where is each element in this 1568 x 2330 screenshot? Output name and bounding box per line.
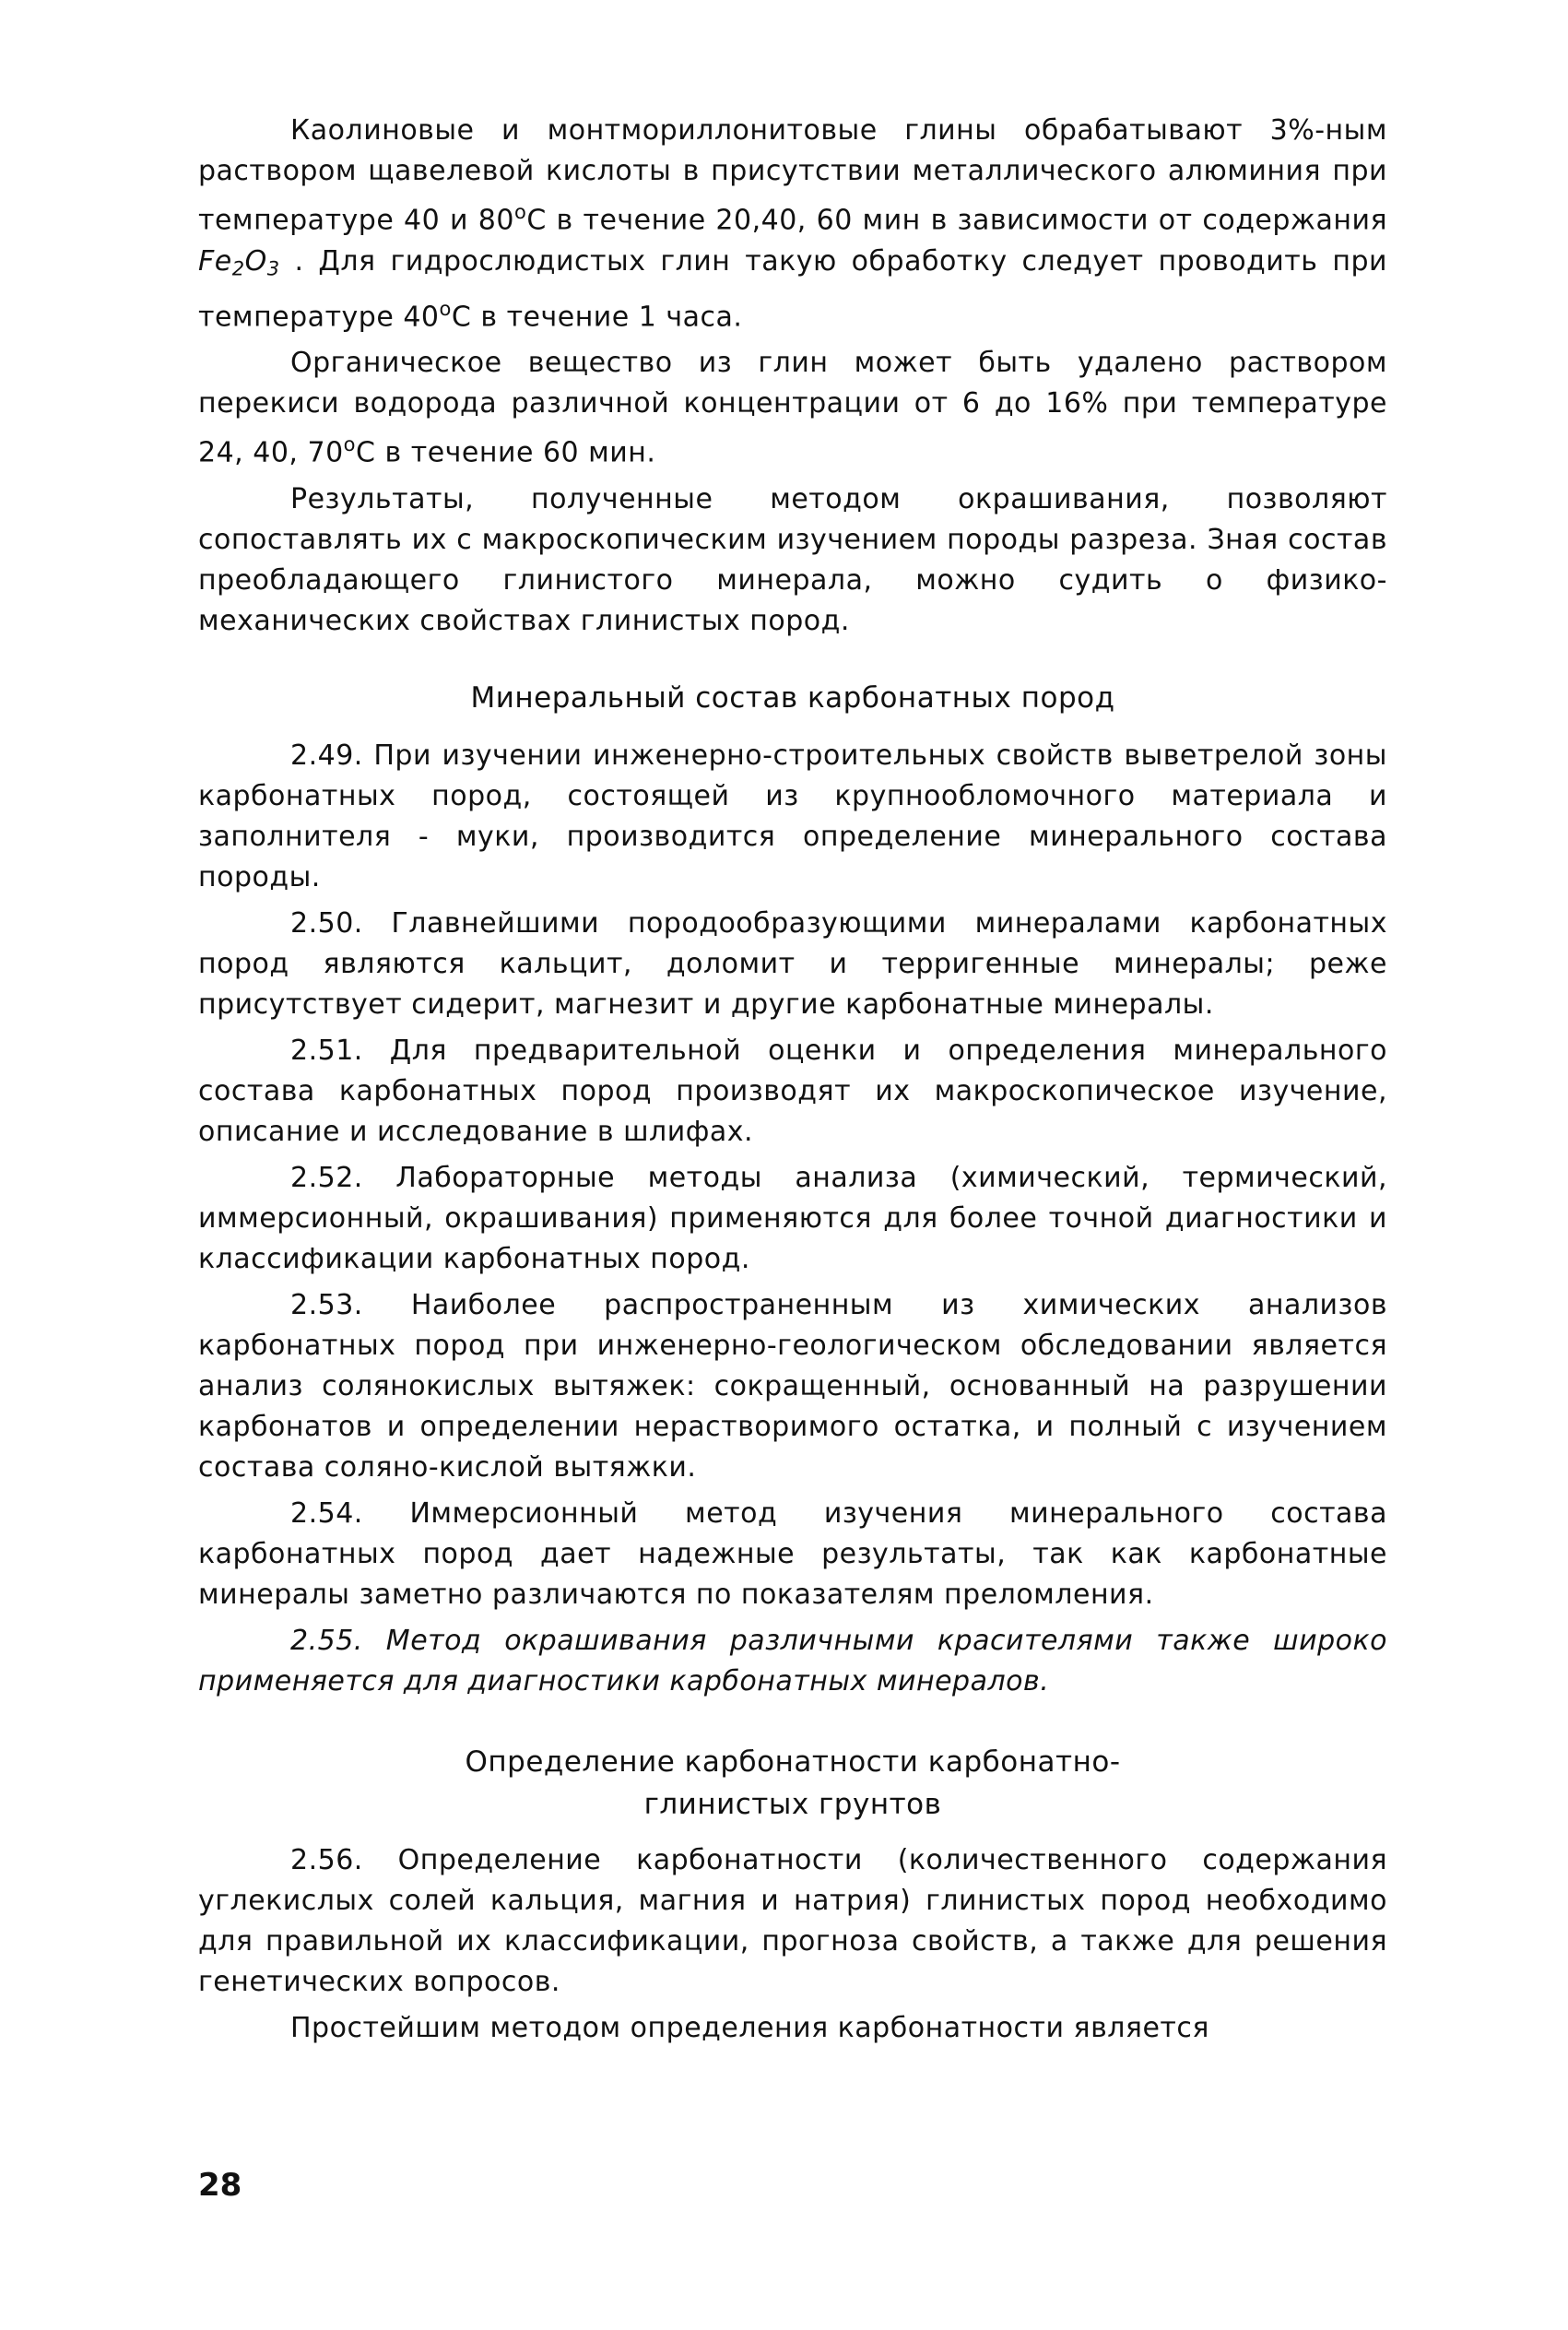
document-page [198, 111, 1387, 2305]
text-run: Органическое вещество из глин может быть удалено раствором перекиси водорода различной концентрации от 6 до 16% при температуре 24, 40, 70 [198, 347, 1387, 469]
section-heading-carbonate-content [198, 1741, 1387, 1826]
section-heading-mineral-composition: Минеральный состав карбонатных пород [470, 680, 1115, 715]
intro-paragraph-1 [198, 111, 1387, 337]
page-number: 28 [198, 2167, 242, 2204]
formula-subscript: 2 [231, 256, 245, 279]
text-run: . Для гидрослюдистых глин такую обработку следует проводить при температуре 40 [198, 244, 1387, 334]
section-heading-line-1: Определение карбонатности карбонатно- [465, 1745, 1121, 1779]
paragraph-2-53: 2.53. Наиболее распространенным из химических анализов карбонатных пород при инженерно-геологическом обследовании является анализ солянокислых вытяжек: сокращенный, основанный на разрушении карбонатов и определении нерастворимого остатка, и полный с изучением состава соляно-кислой вытяжки. [198, 1288, 1387, 1484]
degree-superscript: o [439, 297, 452, 320]
paragraph-2-51: 2.51. Для предварительной оценки и определения минерального состава карбонатных пород производят их макроскопическое изучение, описание и исследование в шлифах. [198, 1034, 1387, 1148]
text-run: Каолиновые и монтмориллонитовые глины обрабатывают 3%-ным раствором щавелевой кислоты в присутствии металлического алюминия при температуре 40 и 80 [198, 114, 1387, 237]
degree-superscript: o [513, 201, 527, 223]
paragraph-2-49: 2.49. При изучении инженерно-строительных свойств выветрелой зоны карбонатных пород, состоящей из крупнообломочного материала и заполнителя - муки, производится определение минерального состава породы. [198, 739, 1387, 893]
formula-fe: Fe [198, 244, 232, 278]
paragraph-2-52: 2.52. Лабораторные методы анализа (химический, термический, иммерсионный, окрашивания) применяются для более точной диагностики и классификации карбонатных пород. [198, 1161, 1387, 1275]
paragraph-2-50: 2.50. Главнейшими породообразующими минералами карбонатных пород являются кальцит, доломит и терригенные минералы; реже присутствует сидерит, магнезит и другие карбонатные минералы. [198, 906, 1387, 1021]
paragraph-2-54: 2.54. Иммерсионный метод изучения минерального состава карбонатных пород дает надежные результаты, так как карбонатные минералы заметно различаются по показателям преломления. [198, 1496, 1387, 1611]
intro-paragraph-2 [198, 343, 1387, 474]
paragraph-2-56: 2.56. Определение карбонатности (количественного содержания углекислых солей кальция, магния и натрия) глинистых пород необходимо для правильной их классификации, прогноза свойств, а также для решения генетических вопросов. [198, 1843, 1387, 1998]
text-run: C в течение 20,40, 60 мин в зависимости от содержания [526, 204, 1387, 237]
degree-superscript: o [343, 433, 357, 456]
formula-subscript: 3 [266, 256, 280, 279]
text-run: C в течение 1 часа. [451, 301, 743, 334]
text-run: C в течение 60 мин. [356, 436, 656, 469]
paragraph-continuation: Простейшим методом определения карбонатности является [290, 2011, 1209, 2044]
formula-o: O [244, 244, 267, 278]
section-heading-line-2: глинистых грунтов [643, 1787, 942, 1821]
intro-paragraph-3: Результаты, полученные методом окрашивания, позволяют сопоставлять их с макроскопическим изучением породы разреза. Зная состав преобладающего глинистого минерала, можно судить о физико-механических свойствах глинистых пород. [198, 482, 1387, 637]
paragraph-2-55: 2.55. Метод окрашивания различными красителями также широко применяется для диагностики карбонатных минералов. [198, 1624, 1387, 1697]
